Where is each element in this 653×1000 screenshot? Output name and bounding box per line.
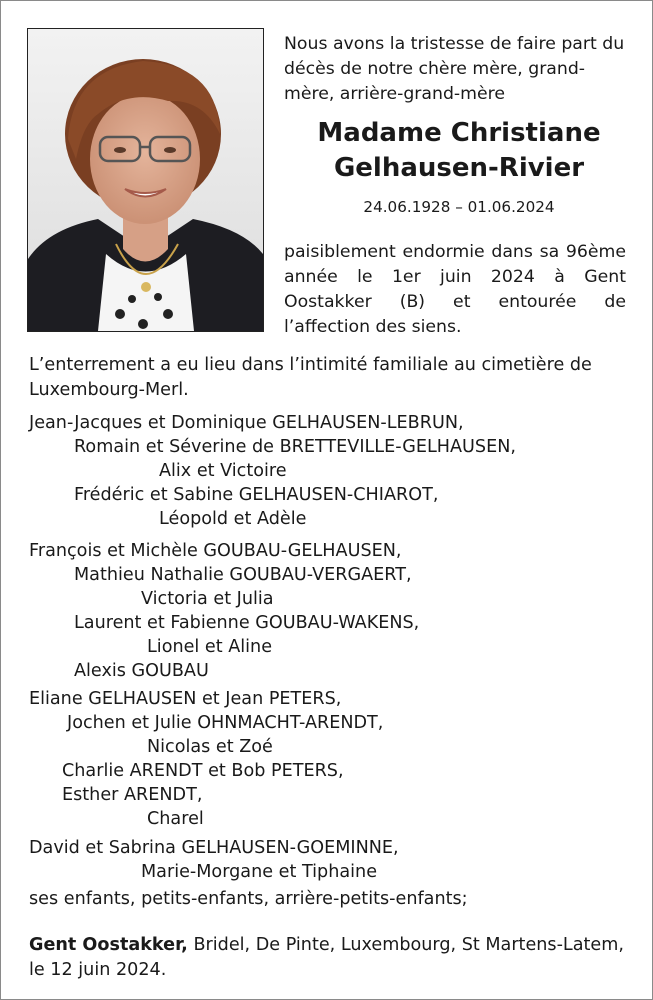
family-line: François et Michèle GOUBAU-GELHAUSEN, [29, 541, 402, 561]
family-line: Léopold et Adèle [159, 509, 307, 529]
family-line: Frédéric et Sabine GELHAUSEN-CHIAROT, [74, 485, 439, 505]
portrait-photo [27, 28, 264, 332]
family-line: Esther ARENDT, [62, 785, 203, 805]
deceased-name-line2: Gelhausen-Rivier [333, 153, 585, 183]
family-line: David et Sabrina GELHAUSEN-GOEMINNE, [29, 838, 399, 858]
family-line: Charlie ARENDT et Bob PETERS, [62, 761, 344, 781]
family-line: Eliane GELHAUSEN et Jean PETERS, [29, 689, 342, 709]
place-bold: Gent Oostakker, [29, 935, 188, 955]
deceased-name-line1: Madame Christiane [317, 118, 601, 148]
passing-text: paisiblement endormie dans sa 96ème année le 1er juin 2024 à Gent Oostakker (B) et entourée de l’affection des siens. [284, 242, 626, 337]
family-line: Laurent et Fabienne GOUBAU-WAKENS, [74, 613, 420, 633]
family-line: Lionel et Aline [147, 637, 273, 657]
family-line: Romain et Séverine de BRETTEVILLE-GELHAUSEN, [74, 437, 516, 457]
family-line: Alix et Victoire [159, 461, 287, 481]
family-line: Victoria et Julia [141, 589, 274, 609]
deceased-name [284, 116, 634, 186]
family-line: Jochen et Julie OHNMACHT-ARENDT, [67, 713, 384, 733]
family-line: Nicolas et Zoé [147, 737, 273, 757]
family-line: Charel [147, 809, 204, 829]
closing-text: ses enfants, petits-enfants, arrière-petits-enfants; [29, 889, 468, 909]
family-line: Alexis GOUBAU [74, 661, 209, 681]
place-rest: Bridel, De Pinte, Luxembourg, St Martens-Latem, le 12 juin 2024. [29, 935, 624, 980]
family-line: Marie-Morgane et Tiphaine [141, 862, 378, 882]
family-line: Mathieu Nathalie GOUBAU-VERGAERT, [74, 565, 412, 585]
intro-text: Nous avons la tristesse de faire part du décès de notre chère mère, grand-mère, arrière-grand-mère [284, 34, 625, 104]
portrait-illustration [28, 29, 263, 331]
place-date [29, 933, 639, 983]
family-line: Jean-Jacques et Dominique GELHAUSEN-LEBRUN, [29, 413, 464, 433]
life-dates: 24.06.1928 – 01.06.2024 [363, 198, 555, 216]
burial-text: L’enterrement a eu lieu dans l’intimité familiale au cimetière de Luxembourg-Merl. [29, 355, 592, 400]
